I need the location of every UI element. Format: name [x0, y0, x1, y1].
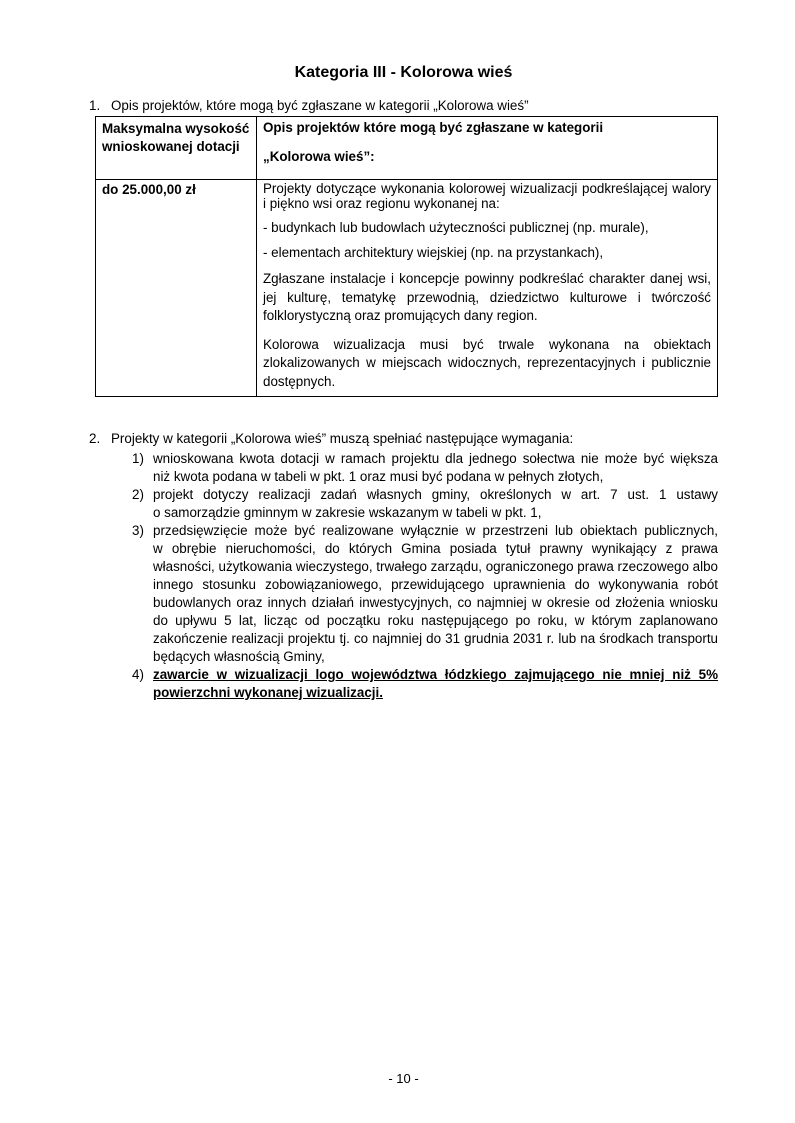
table-cell-project-description [257, 180, 718, 397]
page-title: Kategoria III - Kolorowa wieś [294, 64, 513, 81]
description-paragraph-5: Kolorowa wizualizacja musi być trwale wykonana na obiektach zlokalizowanych w miejscach widocznych, reprezentacyjnych i publicznie dostępnych. [263, 336, 711, 389]
table-header-row [96, 117, 718, 180]
requirement-item-4-number: 4) [132, 667, 144, 682]
requirement-item-1-number: 1) [132, 451, 144, 466]
section-2 [89, 430, 718, 447]
requirement-item-3-text: przedsięwzięcie może być realizowane wyłącznie w przestrzeni lub obiektach publicznych, w obrębie nieruchomości, do których Gmina posiada tytuł prawny wynikający z prawa własności, użytkowania wieczystego, trwałego zarządu, ograniczonego prawa rzeczowego albo innego stosunku zobowiązaniowego, przewidującego uprawnienia do wykonywania robót budowlanych oraz innych działań inwestycyjnych, co najmniej w okresie od złożenia wniosku do upływu 5 lat, licząc od początku roku następującego po roku, w którym zaplanowano zakończenie realizacji projektu tj. co najmniej do 31 grudnia 2031 r. lub na środkach transportu będących własnością Gminy, [153, 523, 718, 664]
requirement-item-2-number: 2) [132, 487, 144, 502]
table-header-cell-description [257, 117, 718, 180]
section-2-heading: Projekty w kategorii „Kolorowa wieś” muszą spełniać następujące wymagania: [111, 431, 574, 446]
table-cell-grant-amount [96, 180, 257, 397]
table-header-max-grant-label: Maksymalna wysokość wnioskowanej dotacji [102, 121, 250, 154]
section-2-number: 2. [89, 431, 101, 446]
table-header-description-line-2: „Kolorowa wieś”: [263, 149, 375, 164]
requirement-item-3-number: 3) [132, 523, 144, 538]
section-1 [89, 97, 718, 114]
requirement-item-2-text: projekt dotyczy realizacji zadań własnych gminy, określonych w art. 7 ust. 1 ustawy o samorządzie gminnym w zakresie wskazanym w tabeli w pkt. 1, [153, 487, 718, 520]
requirement-item-2 [132, 486, 718, 522]
table-body-row [96, 180, 718, 397]
description-paragraph-1: Projekty dotyczące wykonania kolorowej wizualizacji podkreślającej walory i piękno wsi oraz regionu wykonanej na: [263, 181, 711, 211]
requirement-item-4 [132, 666, 718, 702]
description-paragraph-4: Zgłaszane instalacje i koncepcje powinny podkreślać charakter danej wsi, jej kulturę, tematykę przewodnią, dziedzictwo kulturowe i twórczość folklorystyczną oraz promujących dany region. [263, 271, 711, 323]
document-content [89, 0, 718, 702]
category-description-table [95, 116, 718, 397]
page-number: - 10 - [388, 1071, 419, 1086]
section-1-number: 1. [89, 98, 101, 113]
description-paragraph-3: - elementach architektury wiejskiej (np. na przystankach), [263, 244, 604, 260]
requirement-item-4-text: zawarcie w wizualizacji logo województwa łódzkiego zajmującego nie mniej niż 5% powierzchni wykonanej wizualizacji. [153, 667, 718, 700]
table-header-cell-max-grant [96, 117, 257, 180]
section-1-heading: Opis projektów, które mogą być zgłaszane w kategorii „Kolorowa wieś” [111, 98, 529, 113]
table-header-description-line-1: Opis projektów które mogą być zgłaszane w kategorii [263, 120, 604, 135]
requirement-item-1-text: wnioskowana kwota dotacji w ramach projektu dla jednego sołectwa nie może być większa niż kwota podana w tabeli w pkt. 1 oraz musi być podana w pełnych złotych, [153, 451, 718, 484]
requirement-item-1 [132, 450, 718, 486]
grant-amount-value: do 25.000,00 zł [102, 182, 196, 197]
requirements-list [132, 450, 718, 702]
description-paragraph-2: - budynkach lub budowlach użyteczności publicznej (np. murale), [263, 220, 649, 235]
requirement-item-3 [132, 522, 718, 666]
